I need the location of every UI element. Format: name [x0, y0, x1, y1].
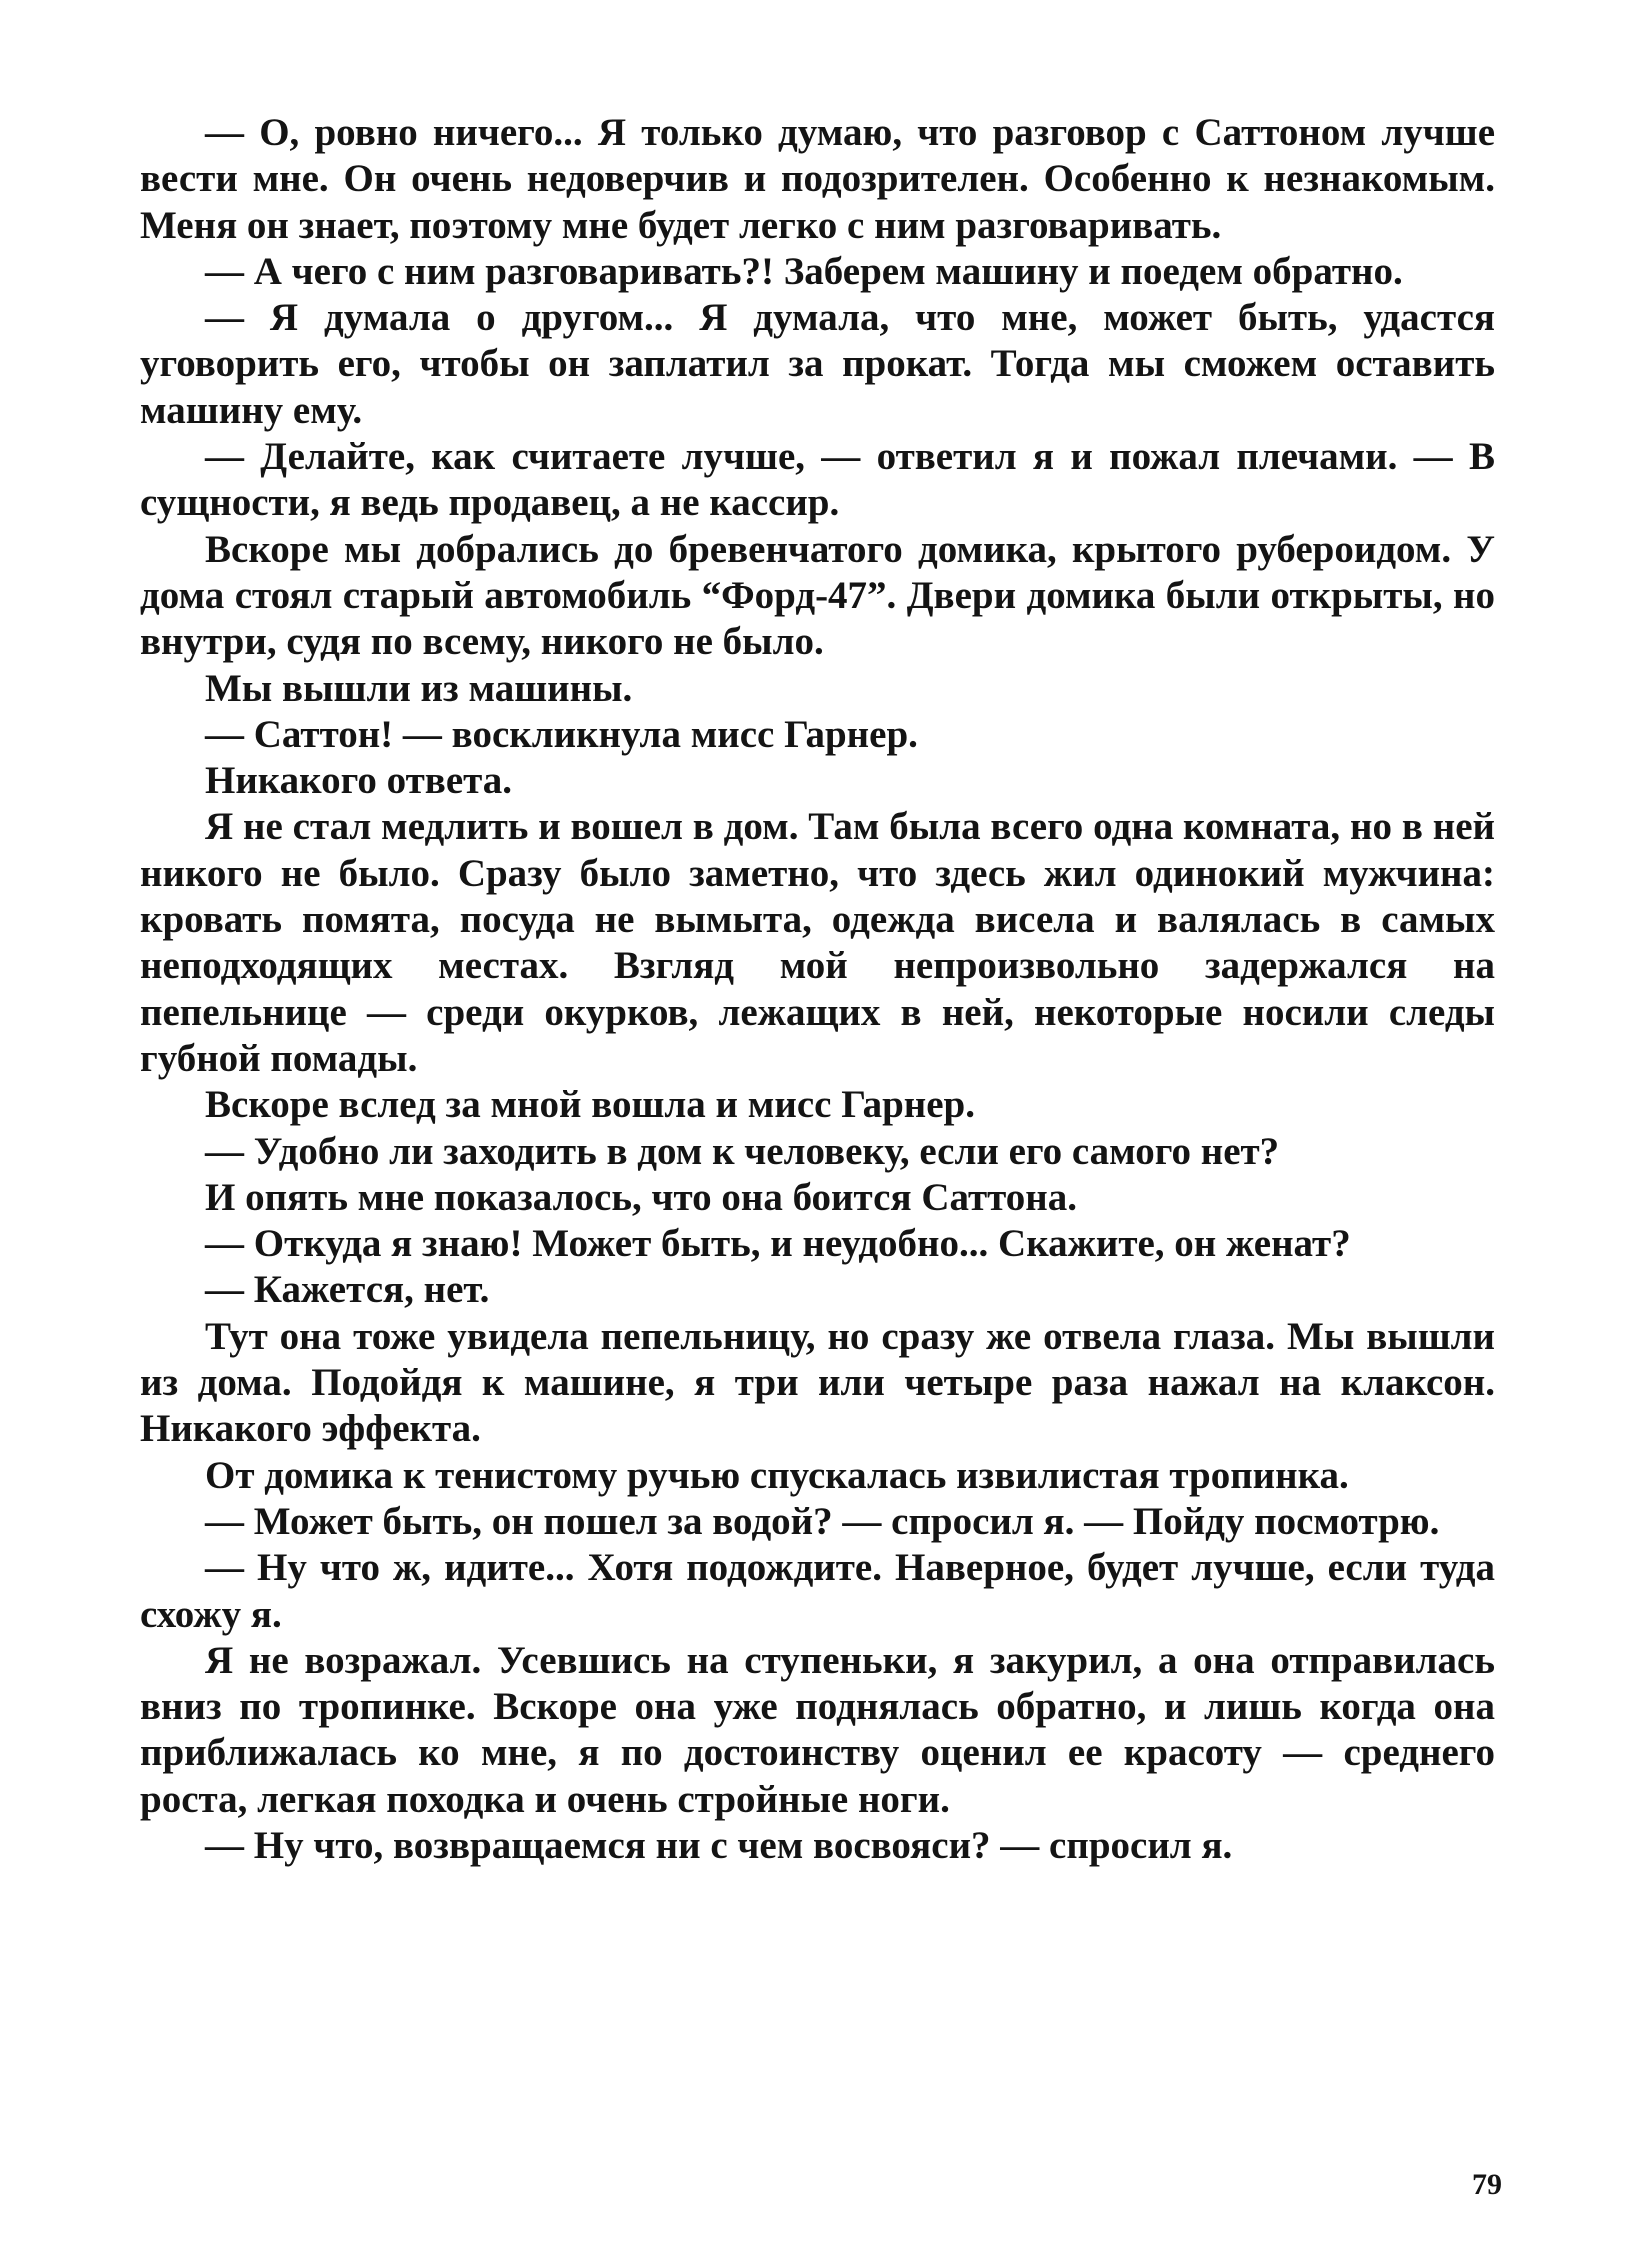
paragraph-14: — Кажется, нет.: [205, 1268, 490, 1312]
paragraph-11: — Удобно ли заходить в дом к человеку, если его самого нет?: [205, 1129, 1280, 1173]
paragraph-17: — Может быть, он пошел за водой? — спросил я. — Пойду посмотрю.: [205, 1499, 1440, 1543]
paragraph-9: Я не стал медлить и вошел в дом. Там была всего одна комната, но в ней никого не было. Сразу было заметно, что здесь жил одинокий мужчина: кровать помята, посуда не вымыта, одежда висела и валялась в самых неподходящих местах. Взгляд мой непроизвольно задержался на пепельнице — среди окурков, лежащих в ней, некоторые носили следы губной помады.: [140, 805, 1495, 1080]
paragraph-2: — А чего с ним разговаривать?! Заберем машину и поедем обратно.: [205, 249, 1403, 293]
paragraph-10: Вскоре вслед за мной вошла и мисс Гарнер.: [205, 1083, 975, 1127]
paragraph-18: — Ну что ж, идите... Хотя подождите. Наверное, будет лучше, если туда схожу я.: [140, 1546, 1495, 1636]
paragraph-5: Вскоре мы добрались до бревенчатого домика, крытого рубероидом. У дома стоял старый автомобиль “Форд-47”. Двери домика были открыты, но внутри, судя по всему, никого не было.: [140, 527, 1495, 664]
paragraph-3: — Я думала о другом... Я думала, что мне, может быть, удастся уговорить его, чтобы он заплатил за прокат. Тогда мы сможем оставить машину ему.: [140, 296, 1495, 432]
paragraph-13: — Откуда я знаю! Может быть, и неудобно... Скажите, он женат?: [205, 1222, 1351, 1266]
paragraph-12: И опять мне показалось, что она боится Саттона.: [205, 1175, 1077, 1219]
page-number: 79: [1472, 2168, 1502, 2201]
paragraph-15: Тут она тоже увидела пепельницу, но сразу же отвела глаза. Мы вышли из дома. Подойдя к машине, я три или четыре раза нажал на клаксон. Никакого эффекта.: [140, 1314, 1495, 1451]
paragraph-19: Я не возражал. Усевшись на ступеньки, я закурил, а она отправилась вниз по тропинке. Вскоре она уже поднялась обратно, и лишь когда она приближалась ко мне, я по достоинству оценил ее красоту — среднего роста, легкая походка и очень стройные ноги.: [140, 1638, 1495, 1821]
paragraph-6: Мы вышли из машины.: [205, 666, 633, 710]
paragraph-7: — Саттон! — воскликнула мисс Гарнер.: [205, 712, 918, 756]
paragraph-16: От домика к тенистому ручью спускалась извилистая тропинка.: [205, 1453, 1349, 1497]
paragraph-8: Никакого ответа.: [205, 759, 513, 803]
paragraph-1: — О, ровно ничего... Я только думаю, что разговор с Саттоном лучше вести мне. Он очень недоверчив и подозрителен. Особенно к незнакомым. Меня он знает, поэтому мне будет легко с ним разговаривать.: [140, 111, 1495, 247]
paragraph-4: — Делайте, как считаете лучше, — ответил я и пожал плечами. — В сущности, я ведь продавец, а не кассир.: [140, 435, 1495, 525]
paragraph-20: — Ну что, возвращаемся ни с чем восвояси? — спросил я.: [205, 1823, 1233, 1867]
book-page: [140, 110, 1495, 2190]
